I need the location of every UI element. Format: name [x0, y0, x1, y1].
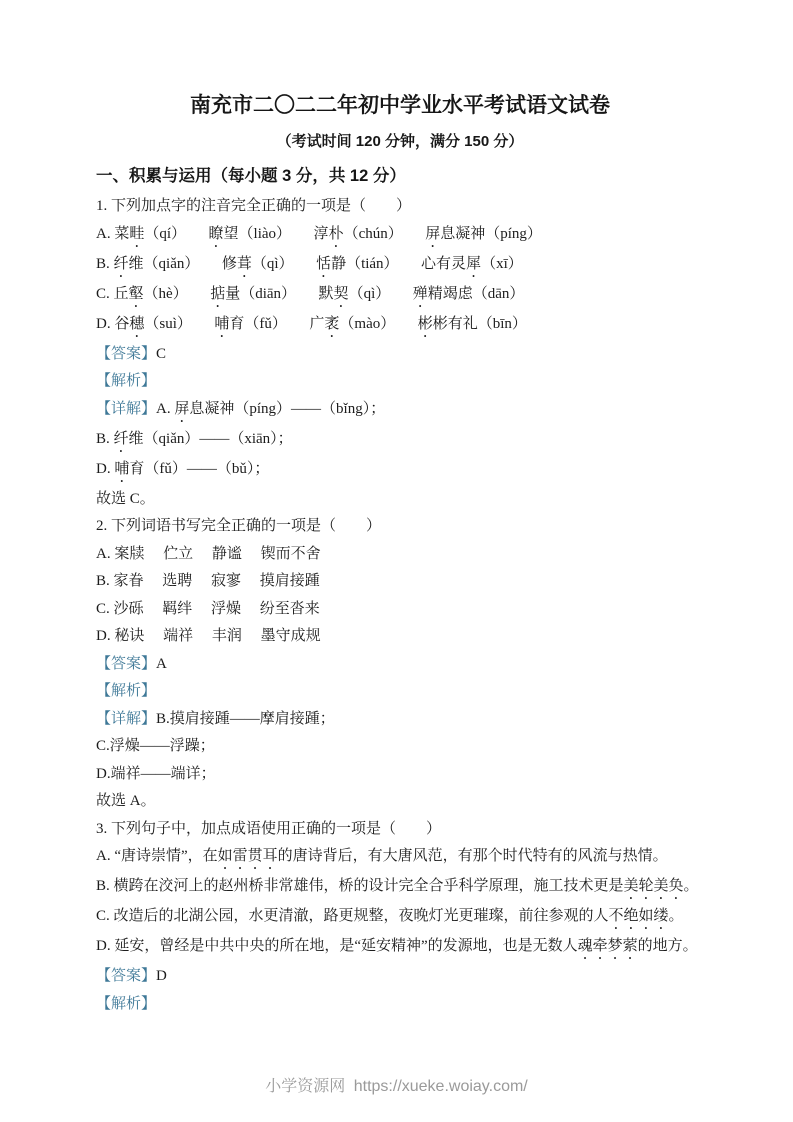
- dotted-emphasis-text: 魂牵梦萦: [577, 938, 638, 954]
- dotted-emphasis-text: 屏: [174, 400, 190, 417]
- q3-stem: [96, 816, 704, 844]
- text-segment: （hè）: [143, 285, 211, 302]
- document-body: [96, 193, 704, 1018]
- dotted-emphasis-text: 犀: [466, 255, 482, 272]
- text-segment: C.浮燥——浮躁；: [96, 738, 215, 754]
- dotted-emphasis-text: 畦: [129, 225, 145, 242]
- text-segment: （xī）: [481, 255, 523, 272]
- text-segment: A. “唐诗崇情”，在: [96, 848, 218, 864]
- dotted-emphasis-text: 瞭: [208, 225, 224, 242]
- dotted-emphasis-text: 袤: [324, 315, 340, 332]
- text-segment: 望（liào） 淳: [223, 225, 329, 242]
- q3-answer: [96, 963, 704, 991]
- q3-analysis: [96, 991, 704, 1019]
- text-segment: B. 家眷 选聘 寂寥 摸肩接踵: [96, 573, 320, 589]
- bracket-label: 【解析】: [96, 683, 157, 699]
- text-segment: D.: [96, 460, 115, 477]
- text-segment: C. 丘: [96, 285, 129, 302]
- text-segment: 维（qiǎn） 修: [128, 255, 237, 272]
- q2-option-b: [96, 568, 704, 596]
- text-segment: （qí）: [144, 225, 209, 242]
- dotted-emphasis-text: 纤: [113, 430, 129, 447]
- q2-option-c: [96, 596, 704, 624]
- bracket-label: 【答案】: [96, 345, 157, 362]
- page-footer: [0, 1073, 793, 1096]
- q1-analysis: [96, 368, 704, 396]
- q1-stem: [96, 193, 704, 221]
- bracket-label: 【详解】: [96, 710, 157, 727]
- text-segment: （qì）: [348, 285, 413, 302]
- footer-site-name: 小学资源网: [265, 1078, 346, 1095]
- bracket-label: 【解析】: [96, 995, 157, 1012]
- dotted-emphasis-text: 屏: [425, 225, 441, 242]
- q1-conclusion: [96, 486, 704, 514]
- q1-detail-d: [96, 456, 704, 486]
- dotted-emphasis-text: 契: [333, 285, 349, 302]
- q1-option-b: [96, 251, 704, 281]
- text-segment: 的唐诗背后，有大唐风范，有那个时代特有的风流与热情。: [277, 848, 668, 864]
- text-segment: 维（qiǎn）——（xiān）；: [128, 430, 293, 447]
- dotted-emphasis-text: 彬: [417, 315, 433, 332]
- text-segment: （chún）: [343, 225, 426, 242]
- q2-answer: [96, 651, 704, 679]
- text-segment: 息凝神（píng）: [440, 225, 542, 242]
- text-segment: A. 案牍 伫立 静谧 锲而不舍: [96, 545, 321, 562]
- bracket-label: 【答案】: [96, 655, 157, 672]
- q2-option-a: [96, 541, 704, 569]
- section-heading: 一、积累与运用（每小题 3 分，共 12 分）: [96, 167, 406, 185]
- footer-site-url: https://xueke.woiay.com/: [353, 1078, 528, 1095]
- text-segment: 3. 下列句子中，加点成语使用正确的一项是（ ）: [96, 820, 442, 837]
- text-segment: 故选 A。: [96, 793, 156, 809]
- text-segment: 育（fǔ） 广: [229, 315, 325, 332]
- text-segment: 1. 下列加点字的注音完全正确的一项是（ ）: [96, 198, 412, 214]
- text-segment: （qì）: [251, 255, 317, 272]
- text-segment: 的地方。: [637, 938, 698, 954]
- text-segment: B.摸肩接踵——摩肩接踵；: [156, 710, 335, 727]
- text-segment: 静（tián） 心有灵: [331, 255, 467, 272]
- q3-option-a: [96, 843, 704, 873]
- dotted-emphasis-text: 朴: [328, 225, 344, 242]
- q1-option-d: [96, 311, 704, 341]
- dotted-emphasis-text: 葺: [236, 255, 252, 272]
- text-segment: 育（fǔ）——（bǔ）；: [129, 460, 270, 477]
- q2-conclusion: [96, 788, 704, 816]
- text-segment: D. 谷: [96, 315, 130, 332]
- text-segment: C: [156, 345, 167, 362]
- dotted-emphasis-text: 如雷贯耳: [217, 848, 278, 864]
- text-segment: C. 改造后的北湖公园，水更清澈，路更规整，夜晚灯光更璀璨，前往参观的人: [96, 908, 609, 924]
- q1-answer: [96, 341, 704, 369]
- text-segment: 精竭虑（dān）: [427, 285, 525, 302]
- text-segment: 彬有礼（bīn）: [432, 315, 527, 332]
- q1-option-a: [96, 221, 704, 251]
- q3-option-c: [96, 903, 704, 933]
- q2-option-d: [96, 623, 704, 651]
- dotted-emphasis-text: 掂: [210, 285, 226, 302]
- dotted-emphasis-text: 哺: [214, 315, 230, 332]
- text-segment: D. 延安，曾经是中共中央的所在地，是“延安精神”的发源地，也是无数人: [96, 938, 578, 954]
- text-segment: 息凝神（píng）——（bǐng）；: [189, 400, 386, 417]
- text-segment: A. 菜: [96, 225, 130, 242]
- q1-detail-a: [96, 396, 704, 426]
- dotted-emphasis-text: 穗: [129, 315, 145, 332]
- text-segment: 。: [683, 878, 699, 894]
- q2-detail-d: [96, 761, 704, 789]
- text-segment: B.: [96, 255, 114, 272]
- q3-option-b: [96, 873, 704, 903]
- q2-detail-c: [96, 733, 704, 761]
- text-segment: A.: [156, 400, 175, 417]
- q1-detail-b: [96, 426, 704, 456]
- text-segment: B.: [96, 430, 114, 447]
- text-segment: D: [156, 968, 167, 984]
- bracket-label: 【答案】: [96, 968, 157, 984]
- text-segment: D. 秘诀 端祥 丰润 墨守成规: [96, 628, 321, 644]
- dotted-emphasis-text: 殚: [412, 285, 428, 302]
- text-segment: 故选 C。: [96, 490, 155, 507]
- q2-analysis: [96, 678, 704, 706]
- q3-option-d: [96, 933, 704, 963]
- dotted-emphasis-text: 纤: [113, 255, 129, 272]
- q1-option-c: [96, 281, 704, 311]
- dotted-emphasis-text: 不绝如缕: [608, 908, 669, 924]
- text-segment: 2. 下列词语书写完全正确的一项是（ ）: [96, 518, 382, 534]
- text-segment: 量（diān） 默: [225, 285, 334, 302]
- text-segment: 。: [668, 908, 684, 924]
- bracket-label: 【解析】: [96, 373, 157, 389]
- bracket-label: 【详解】: [96, 400, 157, 417]
- text-segment: D.端祥——端详；: [96, 765, 216, 782]
- dotted-emphasis-text: 恬: [316, 255, 332, 272]
- dotted-emphasis-text: 壑: [128, 285, 144, 302]
- q2-stem: [96, 513, 704, 541]
- page-title: 南充市二〇二二年初中学业水平考试语文试卷: [190, 94, 610, 117]
- dotted-emphasis-text: 美轮美奂: [623, 878, 684, 894]
- q2-detail-b: [96, 706, 704, 734]
- text-segment: （suì）: [144, 315, 215, 332]
- exam-time-info: （考试时间 120 分钟，满分 150 分）: [276, 133, 524, 150]
- text-segment: A: [156, 655, 167, 672]
- text-segment: （mào）: [339, 315, 418, 332]
- text-segment: B. 横跨在洨河上的赵州桥非常雄伟，桥的设计完全合乎科学原理，施工技术更是: [96, 878, 624, 894]
- text-segment: C. 沙砾 羁绊 浮燥 纷至沓来: [96, 600, 320, 617]
- dotted-emphasis-text: 哺: [114, 460, 130, 477]
